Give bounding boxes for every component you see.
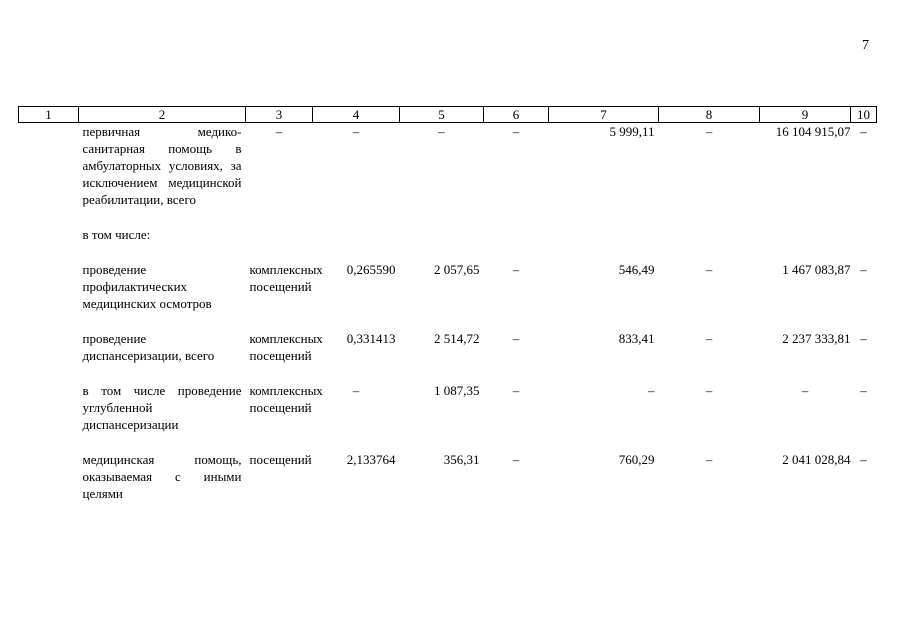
cell-col8: – [705, 452, 713, 467]
column-header: 3 [246, 107, 313, 123]
row-description: в том числе: [82, 227, 151, 242]
cell-col4: 0,265590 [346, 262, 396, 277]
column-header: 4 [313, 107, 400, 123]
cell-col9: 16 104 915,07 [775, 124, 851, 139]
cell-unit: комплексных посещений [249, 262, 323, 294]
cell-col7: 760,29 [618, 452, 655, 467]
column-header: 9 [760, 107, 851, 123]
row-description: первичная медико-санитарная помощь в амбулаторных условиях, за исключением медицинской реабилитации, всего [82, 124, 242, 207]
cell-col1 [19, 123, 79, 209]
row-description: проведение профилактических медицинских осмотров [82, 262, 212, 311]
table-row [19, 123, 877, 209]
cell-col9: – [801, 383, 809, 398]
cell-unit: посещений [249, 452, 312, 467]
cell-col4: 2,133764 [346, 452, 396, 467]
cell-col9: 1 467 083,87 [782, 262, 851, 277]
column-header: 6 [484, 107, 549, 123]
cell-col4: 0,331413 [346, 331, 396, 346]
cell-col6: – [512, 331, 520, 346]
row-description: медицинская помощь, оказываемая с иными целями [82, 452, 242, 501]
cell-col7: – [648, 383, 655, 398]
cell-col10: – [860, 452, 867, 467]
row-description: проведение диспансеризации, всего [82, 331, 215, 363]
cell-col10: – [860, 124, 867, 139]
column-header: 1 [19, 107, 79, 123]
table-row [19, 226, 877, 243]
cell-col5: 1 087,35 [434, 383, 480, 398]
cell-unit: комплексных посещений [249, 383, 323, 415]
cell-col10: – [860, 331, 867, 346]
column-header: 8 [659, 107, 760, 123]
table-row [19, 261, 877, 312]
table-row [19, 451, 877, 502]
column-header: 10 [851, 107, 877, 123]
cell-col5: 2 514,72 [434, 331, 480, 346]
row-description: в том числе проведение углубленной диспансеризации [82, 383, 242, 432]
column-header: 2 [79, 107, 246, 123]
cell-col7: 833,41 [618, 331, 655, 346]
cell-col6: – [512, 262, 520, 277]
cell-col8: – [705, 124, 713, 139]
cell-col9: 2 237 333,81 [782, 331, 851, 346]
cell-col4: – [352, 383, 360, 398]
cell-col8: – [705, 331, 713, 346]
column-number-row [19, 107, 877, 123]
cell-col6: – [512, 124, 520, 139]
cell-col5: – [438, 124, 445, 139]
cell-col6: – [512, 383, 520, 398]
cell-col8: – [705, 383, 713, 398]
table-row [19, 382, 877, 433]
cell-col5: 2 057,65 [434, 262, 480, 277]
data-table [18, 106, 877, 502]
cell-col10: – [860, 262, 867, 277]
cell-col6: – [512, 452, 520, 467]
cell-col8: – [705, 262, 713, 277]
cell-col7: 546,49 [618, 262, 655, 277]
cell-col10: – [860, 383, 867, 398]
cell-unit: – [275, 124, 283, 139]
cell-col4: – [352, 124, 360, 139]
column-header: 5 [400, 107, 484, 123]
cell-col9: 2 041 028,84 [782, 452, 851, 467]
column-header: 7 [549, 107, 659, 123]
page-number: 7 [862, 38, 869, 53]
cell-col7: 5 999,11 [609, 124, 655, 139]
table-row [19, 330, 877, 364]
cell-col5: 356,31 [443, 452, 480, 467]
cell-unit: комплексных посещений [249, 331, 323, 363]
